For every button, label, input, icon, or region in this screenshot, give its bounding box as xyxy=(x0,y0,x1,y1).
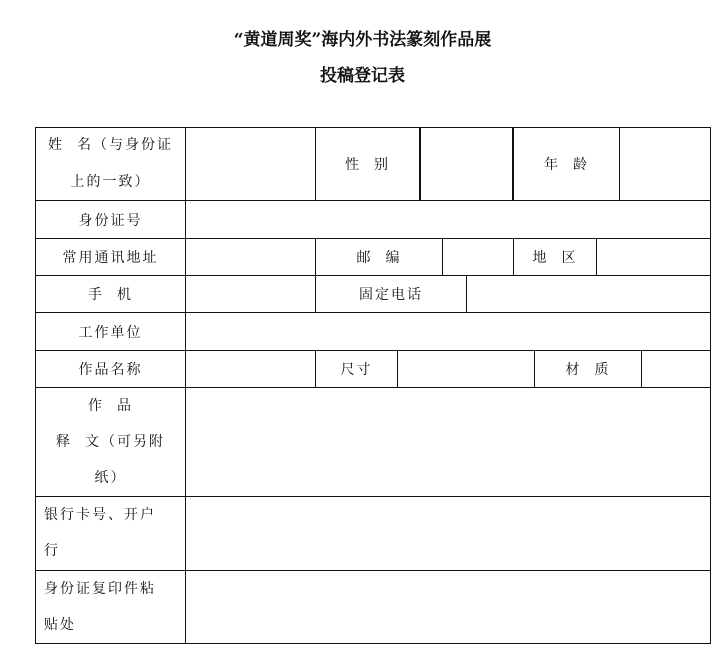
id-copy-area[interactable] xyxy=(186,571,710,643)
bank-field[interactable] xyxy=(186,497,710,570)
page-title: “黄道周奖”海内外书法篆刻作品展 xyxy=(233,30,492,50)
work-text-field[interactable] xyxy=(186,388,710,496)
mobile-label: 手 机 xyxy=(88,287,133,303)
address-label: 常用通讯地址 xyxy=(62,250,159,266)
table-border-bottom xyxy=(35,643,711,644)
mobile-field[interactable] xyxy=(186,276,315,312)
id-copy-label-line1: 身份证复印件粘 xyxy=(44,581,156,597)
material-label: 材 质 xyxy=(565,362,611,378)
name-label-line1: 姓 名（与身份证 xyxy=(48,137,173,153)
region-label: 地 区 xyxy=(532,250,578,266)
page-subtitle: 投稿登记表 xyxy=(320,66,405,86)
address-field[interactable] xyxy=(186,239,315,275)
name-label-line2: 上的一致） xyxy=(70,174,151,190)
work-text-label-line1: 作 品 xyxy=(88,398,133,414)
gender-label: 性 别 xyxy=(345,157,390,173)
workplace-label: 工作单位 xyxy=(78,324,143,341)
bank-label-line2: 行 xyxy=(44,543,60,559)
table-border-right xyxy=(710,127,711,644)
region-field[interactable] xyxy=(597,239,710,275)
work-text-label xyxy=(36,388,185,496)
age-label: 年 龄 xyxy=(544,157,589,173)
size-label: 尺寸 xyxy=(340,362,373,378)
postcode-label: 邮 编 xyxy=(356,250,402,266)
landline-label: 固定电话 xyxy=(359,287,423,303)
work-text-label-line2: 释 文（可另附 xyxy=(56,434,165,450)
id-copy-label xyxy=(36,571,185,643)
id-copy-label-line2: 贴处 xyxy=(44,617,76,633)
id-number-field[interactable] xyxy=(186,201,710,238)
work-title-label: 作品名称 xyxy=(78,362,143,378)
name-field[interactable] xyxy=(186,128,315,200)
bank-label-line1: 银行卡号、开户 xyxy=(44,507,156,523)
postcode-field[interactable] xyxy=(443,239,513,275)
name-label xyxy=(36,128,185,200)
landline-field[interactable] xyxy=(467,276,710,312)
bank-label xyxy=(36,497,185,570)
gender-field[interactable] xyxy=(421,128,512,200)
work-text-label-line3: 纸） xyxy=(94,470,127,486)
id-number-label: 身份证号 xyxy=(78,212,143,229)
material-field[interactable] xyxy=(642,351,710,387)
work-title-field[interactable] xyxy=(186,351,315,387)
workplace-field[interactable] xyxy=(186,313,710,350)
size-field[interactable] xyxy=(398,351,534,387)
age-field[interactable] xyxy=(620,128,710,200)
